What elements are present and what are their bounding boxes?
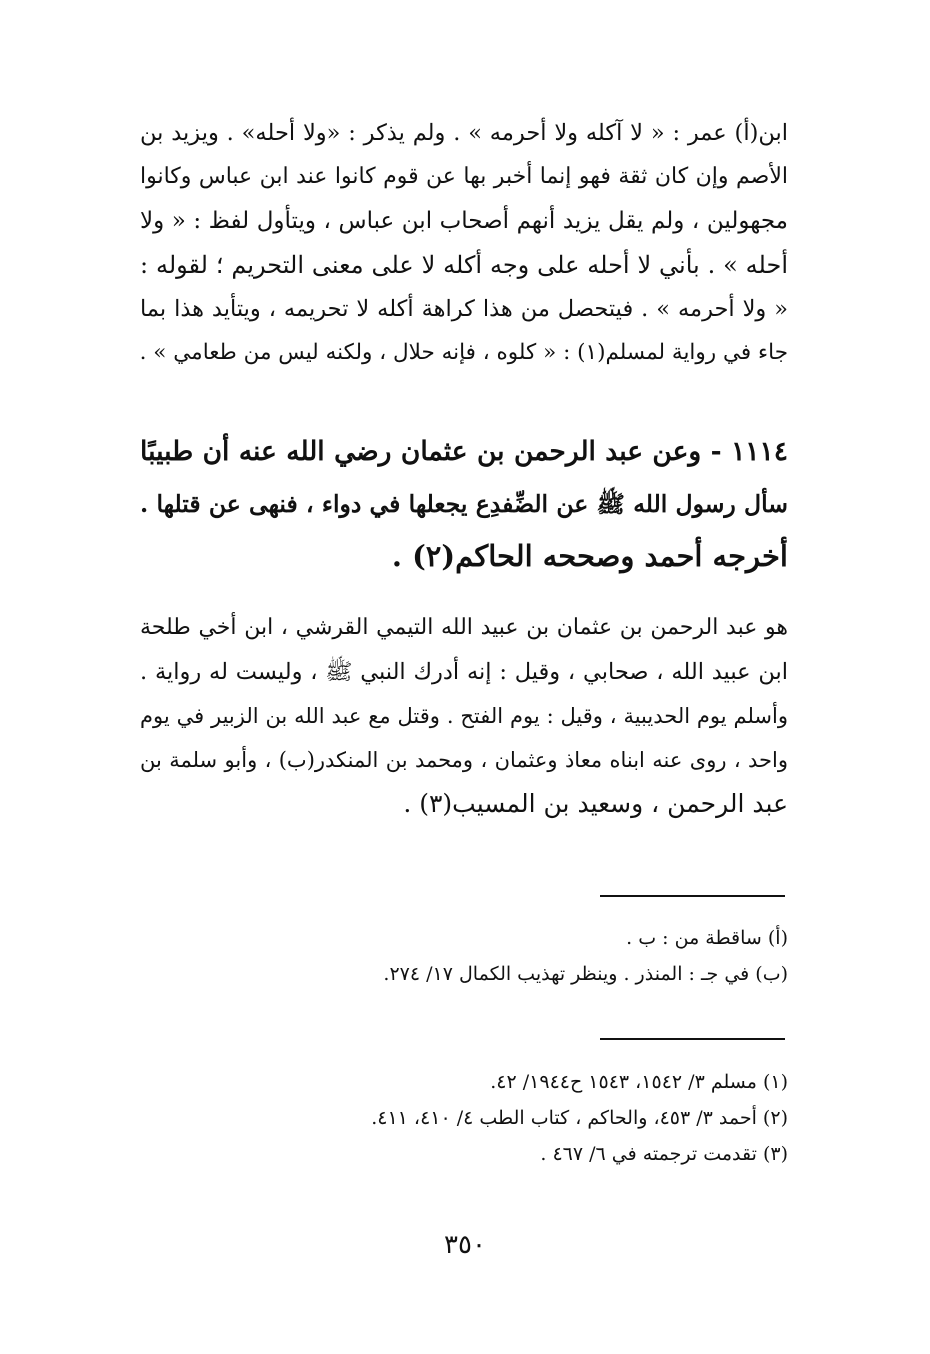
- footnote: (٢) أحمد ٣/ ٤٥٣، والحاكم ، كتاب الطب ٤/ ٤١٠، ٤١١.: [371, 1107, 788, 1129]
- commentary-line: عبد الرحمن ، وسعيد بن المسيب(٣) .: [403, 789, 788, 818]
- variant-notes-rule: [600, 895, 785, 897]
- commentary-line: « ولا أحرمه » . فيتحصل من هذا كراهة أكله لا تحريمه ، ويتأيد هذا بما: [140, 296, 788, 322]
- commentary-line: واحد ، روى عنه ابناه معاذ وعثمان ، ومحمد بن المنكدر(ب) ، وأبو سلمة بن: [140, 748, 788, 772]
- commentary-line: جاء في رواية لمسلم(١) : « كلوه ، فإنه حلال ، ولكنه ليس من طعامي » .: [140, 340, 788, 365]
- commentary-line: أحله » . بأني لا أحله على وجه أكله لا على معنى التحريم ؛ لقوله :: [140, 251, 788, 279]
- hadith-line: أخرجه أحمد وصححه الحاكم(٢) .: [391, 539, 788, 573]
- footnote: (١) مسلم ٣/ ١٥٤٢، ١٥٤٣ ح١٩٤٤/ ٤٢.: [490, 1071, 788, 1093]
- hadith-line: ١١١٤ - وعن عبد الرحمن بن عثمان رضي الله عنه أن طبيبًا: [140, 436, 788, 467]
- commentary-line: وأسلم يوم الحديبية ، وقيل : يوم الفتح . وقتل مع عبد الله بن الزبير في يوم: [140, 704, 788, 728]
- commentary-line: هو عبد الرحمن بن عثمان بن عبيد الله التيمي القرشي ، ابن أخي طلحة: [140, 615, 788, 640]
- footnotes-rule: [600, 1038, 785, 1040]
- variant-note: (ب) في جـ : المنذر . وينظر تهذيب الكمال ١٧/ ٢٧٤.: [383, 963, 788, 985]
- commentary-line: مجهولين ، ولم يقل يزيد أنهم أصحاب ابن عباس ، ويتأول لفظ : « ولا: [140, 208, 788, 234]
- variant-note: (أ) ساقطة من : ب .: [626, 927, 788, 949]
- hadith-line: سأل رسول الله ﷺ عن الضِّفدِع يجعلها في دواء ، فنهى عن قتلها .: [140, 490, 788, 518]
- footnote: (٣) تقدمت ترجمته في ٦/ ٤٦٧ .: [540, 1143, 788, 1165]
- page-number: ٣٥٠: [444, 1230, 486, 1260]
- commentary-line: ابن(أ) عمر : « لا آكله ولا أحرمه » . ولم يذكر : «ولا أحله» . ويزيد بن: [140, 120, 788, 146]
- commentary-line: ابن عبيد الله ، صحابي ، وقيل : إنه أدرك النبي ﷺ ، وليست له رواية .: [140, 659, 788, 685]
- commentary-line: الأصم وإن كان ثقة فهو إنما أخبر بها عن قوم كانوا عند ابن عباس وكانوا: [140, 164, 788, 189]
